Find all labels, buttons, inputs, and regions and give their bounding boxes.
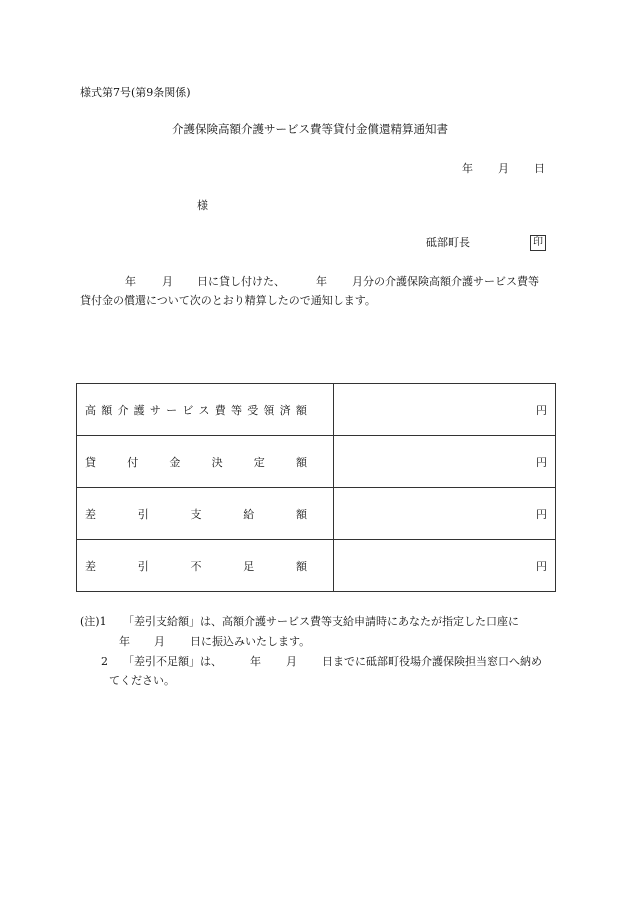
table-row	[77, 384, 556, 436]
row-label-char: 付	[127, 455, 139, 469]
row-label-char: 額	[296, 507, 307, 521]
row-label-char: 貸	[85, 455, 96, 469]
note2-prefix: 2	[101, 655, 108, 668]
table-row	[77, 488, 556, 540]
row-label-char: 金	[169, 455, 181, 469]
row-label-char: 高	[85, 403, 96, 417]
row-label-char: 済	[279, 403, 291, 417]
row-label	[77, 436, 334, 488]
body-rest: 月分の介護保険高額介護サービス費等	[352, 275, 539, 288]
row-label-char: ス	[198, 403, 210, 417]
addressee-suffix: 様	[197, 199, 208, 212]
table-row	[77, 436, 556, 488]
table-row	[77, 540, 556, 592]
row-label-char: 支	[190, 507, 202, 521]
row-label-char: 費	[214, 403, 226, 417]
row-amount-unit: 円	[334, 384, 556, 436]
row-label-char: 介	[117, 403, 129, 417]
row-label-char: 領	[263, 403, 275, 417]
row-label-char: 額	[101, 403, 113, 417]
body-day-text: 日に貸し付けた、	[197, 275, 285, 288]
note1-year: 年	[119, 635, 130, 648]
note1-rest: 日に振込みいたします。	[190, 635, 311, 648]
body-line2: 貸付金の償還について次のとおり精算したので通知します。	[80, 294, 376, 307]
row-amount-unit: 円	[334, 540, 556, 592]
document-title: 介護保険高額介護サービス費等貸付金償還精算通知書	[172, 122, 448, 136]
row-label	[77, 488, 334, 540]
row-label-char: 引	[137, 559, 149, 573]
row-label-char: 受	[247, 403, 259, 417]
issuer-name: 砥部町長	[426, 236, 470, 249]
body-year2: 年	[316, 275, 327, 288]
row-label-char: 額	[295, 403, 307, 417]
note2-text-b: 日までに砥部町役場介護保険担当窓口へ納め	[322, 655, 542, 668]
row-label-char: 額	[295, 455, 307, 469]
note2-text-a: 「差引不足額」は、	[123, 655, 222, 668]
form-number: 様式第7号(第9条関係)	[80, 86, 191, 99]
settlement-table	[76, 383, 556, 592]
row-label-char: 給	[243, 507, 255, 521]
date-month: 月	[498, 162, 509, 175]
row-label	[77, 540, 334, 592]
row-label-char: 護	[133, 403, 145, 417]
seal-stamp: 印	[530, 235, 546, 251]
row-label-char: 等	[230, 403, 242, 417]
row-label-char: 決	[211, 455, 223, 469]
row-amount-unit: 円	[334, 488, 556, 540]
row-label-char: 差	[85, 559, 96, 573]
row-label-char: ビ	[182, 403, 194, 417]
note1-month: 月	[154, 635, 165, 648]
row-label	[77, 384, 334, 436]
row-amount-unit: 円	[334, 436, 556, 488]
row-label-char: サ	[149, 403, 161, 417]
note2-year: 年	[250, 655, 261, 668]
row-label-char: ー	[166, 403, 178, 417]
body-month: 月	[162, 275, 173, 288]
row-label-char: 不	[190, 559, 202, 573]
body-year: 年	[125, 275, 136, 288]
row-label-char: 足	[243, 559, 255, 573]
date-year: 年	[462, 162, 473, 175]
note1-prefix: (注)1	[80, 615, 107, 628]
row-label-char: 引	[137, 507, 149, 521]
row-label-char: 定	[253, 455, 265, 469]
note2-month: 月	[286, 655, 297, 668]
row-label-char: 額	[296, 559, 307, 573]
note1-text: 「差引支給額」は、高額介護サービス費等支給申請時にあなたが指定した口座に	[123, 615, 519, 628]
note2-line2: てください。	[109, 674, 175, 687]
row-label-char: 差	[85, 507, 96, 521]
date-day: 日	[534, 162, 545, 175]
